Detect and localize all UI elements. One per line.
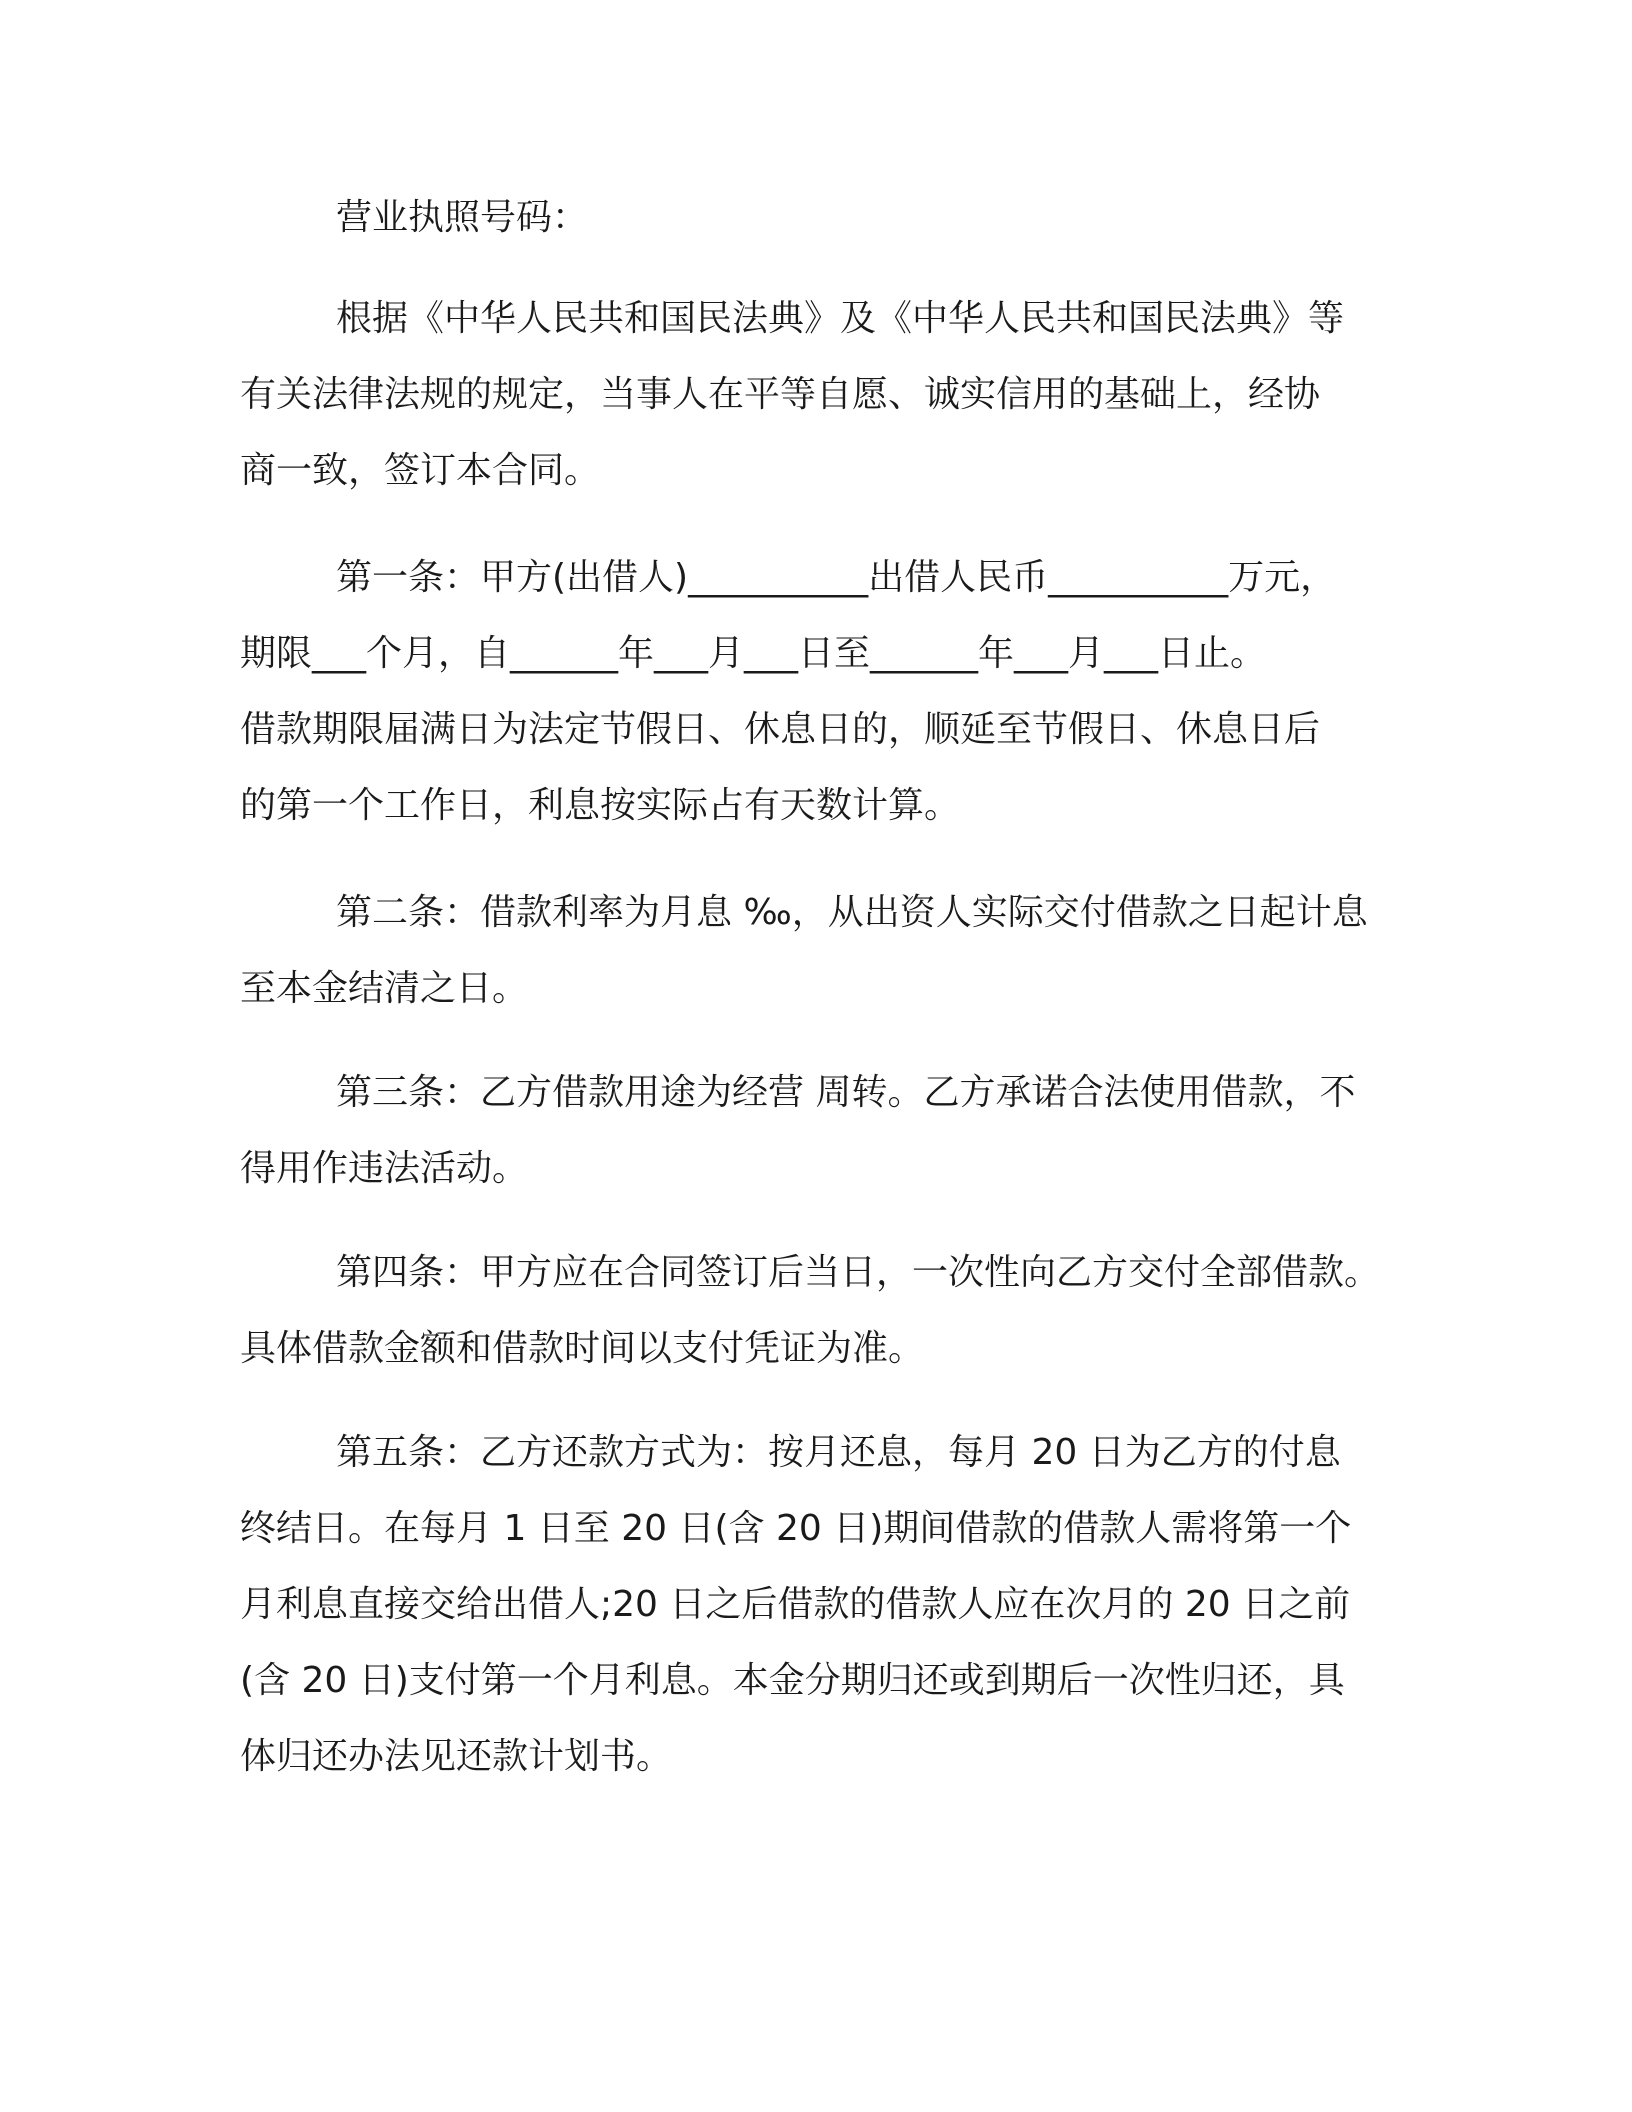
- paragraph-preamble: [240, 281, 1400, 509]
- paragraph-article-3: [240, 1055, 1400, 1207]
- text-line: 终结日。在每月 1 日至 20 日(含 20 日)期间借款的借款人需将第一个: [240, 1508, 1352, 1549]
- text-line: 的第一个工作日，利息按实际占有天数计算。: [240, 785, 961, 826]
- paragraph-article-5: [240, 1415, 1400, 1795]
- text-line: 体归还办法见还款计划书。: [240, 1736, 673, 1777]
- paragraph-article-4: [240, 1235, 1400, 1387]
- paragraph-article-1: [240, 540, 1400, 844]
- text-line: 月利息直接交给出借人;20 日之后借款的借款人应在次月的 20 日之前: [240, 1584, 1351, 1625]
- text-line: 期限___个月，自______年___月___日至______年___月___日止。: [240, 633, 1267, 674]
- text-line: 具体借款金额和借款时间以支付凭证为准。: [240, 1328, 925, 1369]
- text-line: 第三条：乙方借款用途为经营 周转。乙方承诺合法使用借款，不: [336, 1072, 1356, 1113]
- paragraph-article-2: [240, 875, 1400, 1027]
- text-line: 得用作违法活动。: [240, 1148, 529, 1189]
- text-line: 第二条：借款利率为月息 ‰，从出资人实际交付借款之日起计息: [336, 892, 1368, 933]
- text-line: 有关法律法规的规定，当事人在平等自愿、诚实信用的基础上，经协: [240, 374, 1321, 415]
- text-line: 第一条：甲方(出借人)__________出借人民币__________万元，: [336, 557, 1337, 598]
- text-line: 商一致，签订本合同。: [240, 450, 601, 491]
- text-line: 至本金结清之日。: [240, 968, 529, 1009]
- text-line: 根据《中华人民共和国民法典》及《中华人民共和国民法典》等: [336, 298, 1345, 339]
- text-line: (含 20 日)支付第一个月利息。本金分期归还或到期后一次性归还，具: [240, 1660, 1345, 1701]
- paragraph-license: [240, 180, 1400, 256]
- text-line: 营业执照号码：: [336, 197, 589, 238]
- text-line: 第五条：乙方还款方式为：按月还息，每月 20 日为乙方的付息: [336, 1432, 1341, 1473]
- text-line: 借款期限届满日为法定节假日、休息日的，顺延至节假日、休息日后: [240, 709, 1321, 750]
- text-line: 第四条：甲方应在合同签订后当日，一次性向乙方交付全部借款。: [336, 1252, 1381, 1293]
